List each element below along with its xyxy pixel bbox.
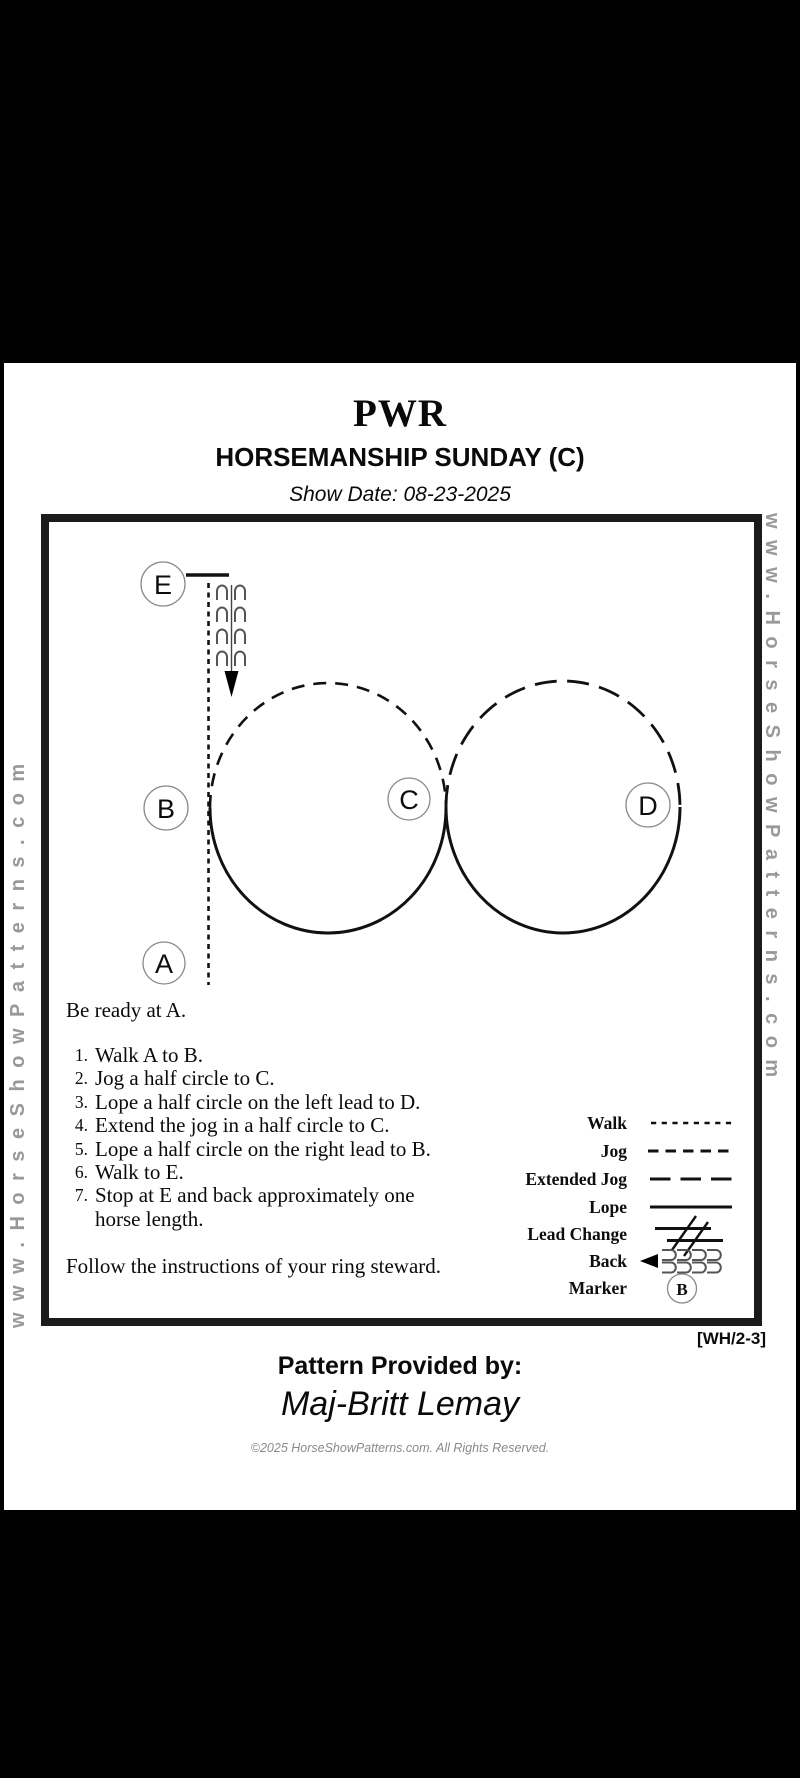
show-date: Show Date: 08-23-2025 (289, 483, 511, 506)
provided-by-name: Maj-Britt Lemay (280, 1385, 520, 1423)
watermark-right: www.HorseShowPatterns.com (761, 513, 783, 1089)
legend-label-marker: Marker (568, 1278, 627, 1298)
page-subtitle: HORSEMANSHIP SUNDAY (C) (215, 442, 585, 472)
legend-label-lead-change: Lead Change (527, 1224, 627, 1244)
legend-label-extended-jog: Extended Jog (525, 1169, 627, 1189)
legend-label-lope: Lope (589, 1197, 627, 1217)
provided-by-label: Pattern Provided by: (277, 1352, 523, 1380)
watermark-left: www.HorseShowPatterns.com (7, 752, 29, 1328)
marker-b (144, 786, 188, 830)
marker-a-label: A (154, 949, 174, 979)
legend-marker-sample (668, 1274, 697, 1303)
instruction-step: 7. Stop at E and back approximately one horse length. (74, 1183, 415, 1231)
pattern-code: [WH/2-3] (697, 1329, 766, 1348)
instruction-step: 3. Lope a half circle on the left lead to D. (74, 1089, 421, 1114)
marker-d (626, 783, 670, 827)
instruction-step: 5. Lope a half circle on the right lead to B. (74, 1136, 431, 1161)
page-title: PWR (353, 392, 447, 435)
marker-d-label: D (638, 791, 658, 821)
pattern-page (4, 363, 796, 1510)
marker-c-label: C (399, 785, 419, 815)
legend-marker-letter: B (676, 1280, 688, 1299)
instruction-step: 2. Jog a half circle to C. (74, 1066, 275, 1091)
legend-label-jog: Jog (600, 1141, 627, 1161)
marker-c (388, 778, 430, 820)
instruction-step: 1. Walk A to B. (74, 1043, 203, 1067)
instruction-list (66, 1044, 450, 1231)
marker-e-label: E (153, 570, 173, 600)
pattern-diagram (4, 363, 796, 1510)
copyright-line: ©2025 HorseShowPatterns.com. All Rights Reserved. (250, 1441, 550, 1455)
marker-e (141, 562, 185, 606)
marker-a (143, 942, 185, 984)
instruction-step: 4. Extend the jog in a half circle to C. (74, 1113, 390, 1138)
steward-note: Follow the instructions of your ring steward. (66, 1254, 442, 1278)
left-circle-lope-arc (210, 808, 446, 933)
legend-label-walk: Walk (587, 1113, 627, 1133)
marker-b-label: B (156, 794, 176, 824)
back-arrow-head (225, 671, 239, 697)
ready-text: Be ready at A. (66, 998, 187, 1022)
instruction-step: 6. Walk to E. (74, 1160, 184, 1185)
legend (525, 1113, 733, 1303)
legend-back-sample (640, 1250, 721, 1273)
legend-label-back: Back (589, 1251, 627, 1271)
